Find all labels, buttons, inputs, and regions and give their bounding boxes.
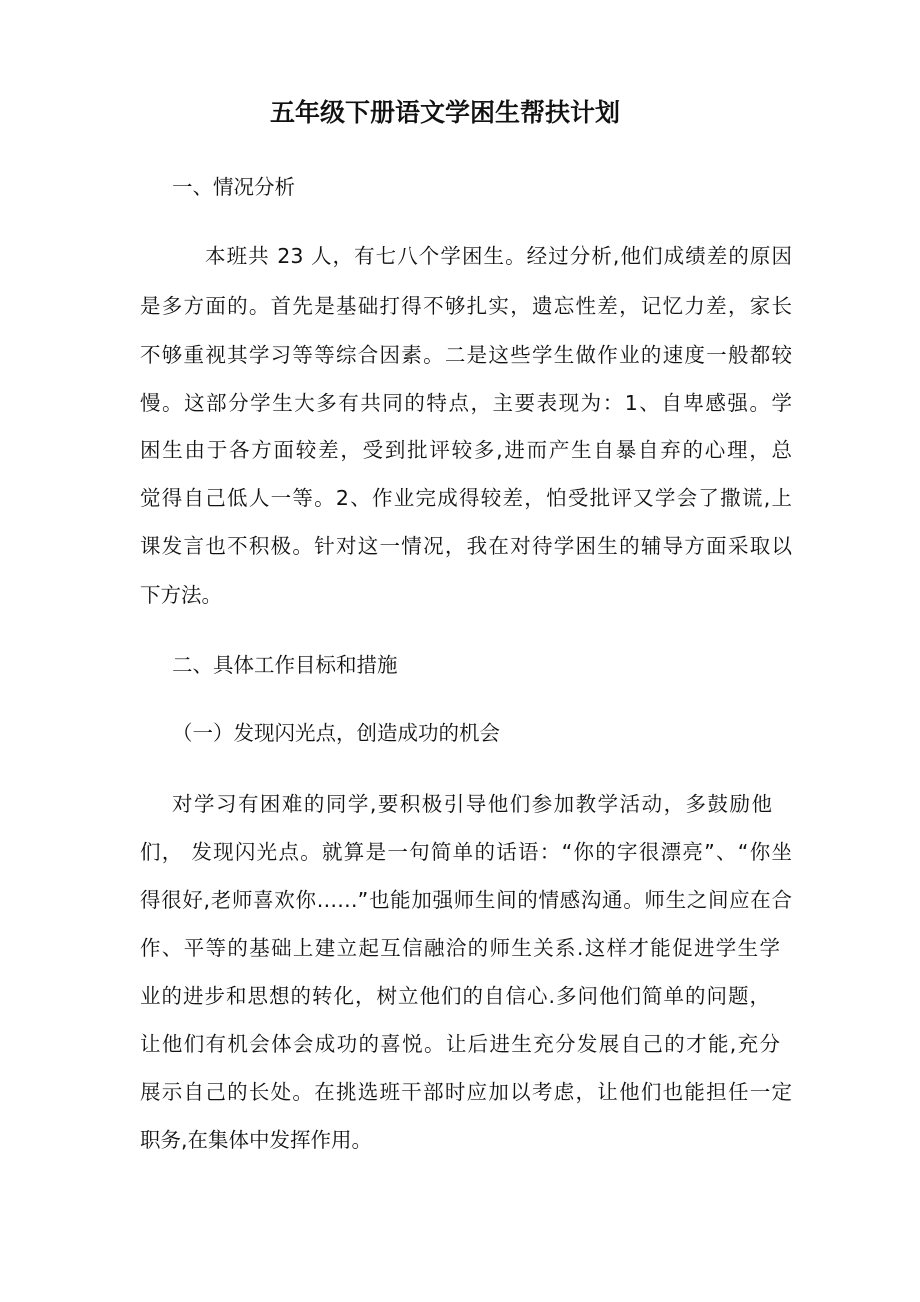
document-title: 五年级下册语文学困生帮扶计划: [269, 98, 620, 127]
paragraph-line: 本班共 23 人，有七八个学困生。经过分析,他们成绩差的原因: [205, 244, 792, 268]
section-heading-measures: 二、具体工作目标和措施: [172, 653, 398, 677]
paragraph-line: 困生由于各方面较差，受到批评较多,进而产生自暴自弃的心理，总: [140, 438, 792, 462]
paragraph-line: 下方法。: [140, 583, 222, 607]
paragraph-line: 慢。这部分学生大多有共同的特点，主要表现为：1、自卑感强。学: [140, 391, 792, 415]
paragraph-line: 觉得自己低人一等。2、作业完成得较差，怕受批评又学会了撒谎,上: [140, 486, 792, 510]
paragraph-line: 职务,在集体中发挥作用。: [140, 1128, 373, 1152]
paragraph-line: 得很好,老师喜欢你……”也能加强师生间的情感沟通。师生之间应在合: [140, 888, 792, 912]
paragraph-line: 作、平等的基础上建立起互信融洽的师生关系.这样才能促进学生学: [140, 936, 780, 960]
paragraph-line: 对学习有困难的同学,要积极引导他们参加教学活动，多鼓励他: [172, 792, 772, 816]
paragraph-line: 们， 发现闪光点。就算是一句简单的话语：“你的字很漂亮”、“你坐: [140, 840, 792, 864]
subsection-heading: （一）发现闪光点，创造成功的机会: [172, 721, 500, 745]
paragraph-line: 让他们有机会体会成功的喜悦。让后进生充分发展自己的才能,充分: [140, 1032, 780, 1056]
paragraph-line: 展示自己的长处。在挑选班干部时应加以考虑，让他们也能担任一定: [140, 1080, 792, 1104]
paragraph-line: 业的进步和思想的转化，树立他们的自信心.多问他们简单的问题，: [140, 984, 770, 1008]
section-heading-analysis: 一、情况分析: [172, 175, 295, 199]
paragraph-line: 不够重视其学习等等综合因素。二是这些学生做作业的速度一般都较: [140, 343, 792, 367]
paragraph-line: 是多方面的。首先是基础打得不够扎实，遗忘性差，记忆力差，家长: [140, 294, 792, 318]
paragraph-line: 课发言也不积极。针对这一情况，我在对待学困生的辅导方面采取以: [140, 534, 792, 558]
